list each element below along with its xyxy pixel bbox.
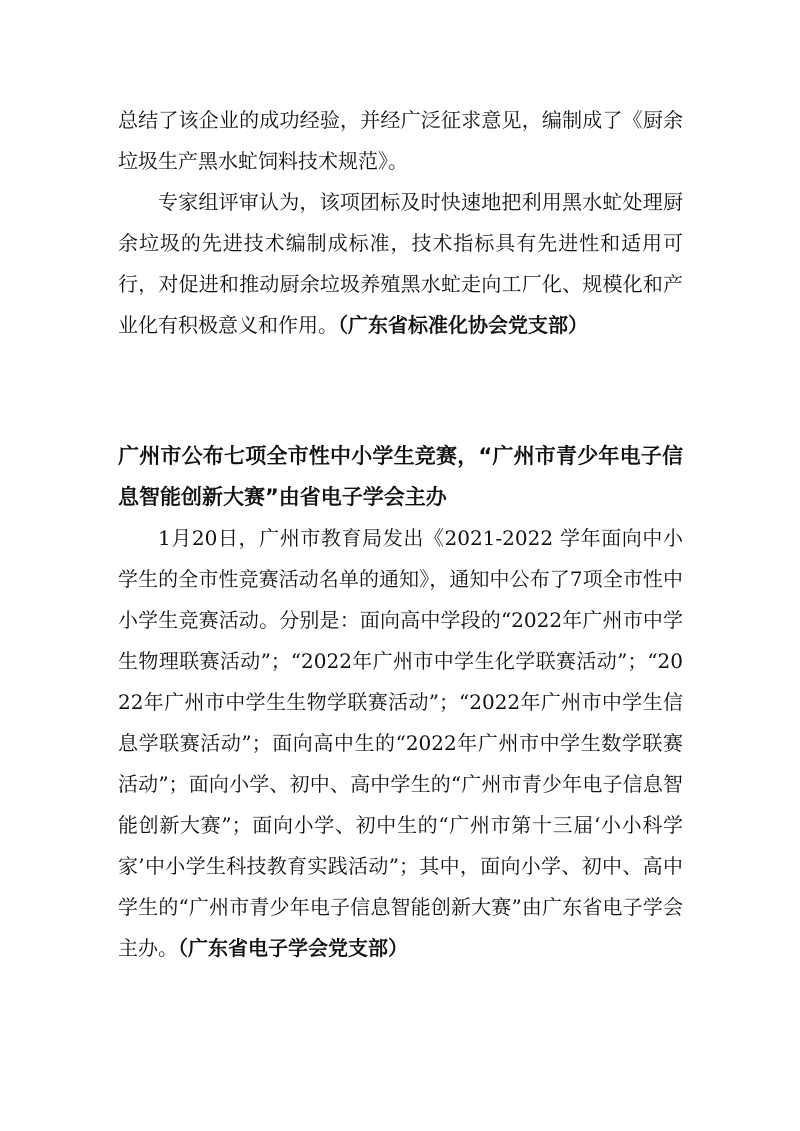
article1-paragraph-1 xyxy=(118,100,683,182)
article2-body xyxy=(118,518,683,969)
article1-paragraph-2-text: 专家组评审认为，该项团标及时快速地把利用黑水虻处理厨余垃圾的先进技术编制成标准，技术指标具有先进性和适用可行，对促进和推动厨余垃圾养殖黑水虻走向工厂化、规模化和产业化有积极意义和作用。 xyxy=(118,190,683,337)
article2-source: （广东省电子学会党支部） xyxy=(178,936,408,960)
article2-title: 广州市公布七项全市性中小学生竞赛，“广州市青少年电子信息智能创新大赛”由省电子学会主办 xyxy=(118,444,683,509)
article1-paragraph-2 xyxy=(118,182,683,346)
article1-source: （广东省标准化协会党支部） xyxy=(338,313,588,337)
article2-body-text: 1月20日，广州市教育局发出《2021-2022 学年面向中小学生的全市性竞赛活动名单的通知》，通知中公布了7项全市性中小学生竞赛活动。分别是：面向高中学段的“2022年广州市中学生物理联赛活动”；“2022年广州市中学生化学联赛活动”；“2022年广州市中学生生物学联赛活动”；“2022年广州市中学生信息学联赛活动”；面向高中生的“2022年广州市中学生数学联赛活动”；面向小学、初中、高中学生的“广州市青少年电子信息智能创新大赛”；面向小学、初中生的“广州市第十三届‘小小科学家’中小学生科技教育实践活动”；其中，面向小学、初中、高中学生的“广州市青少年电子信息智能创新大赛”由广东省电子学会主办。 xyxy=(118,526,683,960)
article1-paragraph-1-text: 总结了该企业的成功经验，并经广泛征求意见，编制成了《厨余垃圾生产黑水虻饲料技术规范》。 xyxy=(118,108,683,173)
